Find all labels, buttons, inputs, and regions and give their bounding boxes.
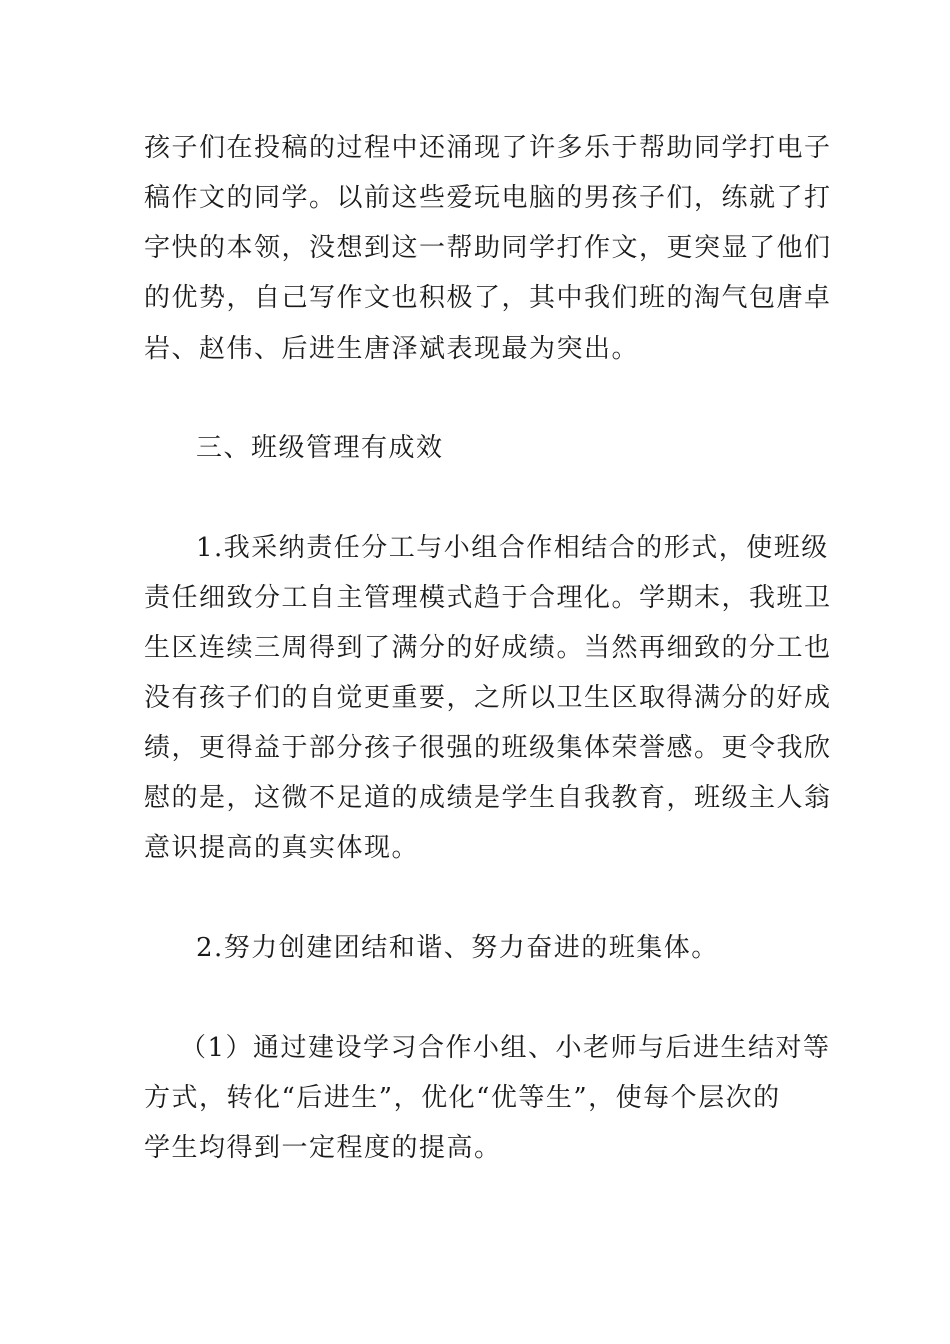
paragraph-2-line-1: 1.我采纳责任分工与小组合作相结合的形式，使班级 <box>196 533 829 563</box>
paragraph-1-line-4: 的优势，自己写作文也积极了，其中我们班的淘气包唐卓 <box>144 283 832 313</box>
paragraph-1-line-2: 稿作文的同学。以前这些爱玩电脑的男孩子们，练就了打 <box>144 183 832 213</box>
paragraph-3-line-3: 学生均得到一定程度的提高。 <box>144 1133 502 1163</box>
paragraph-2-line-4: 没有孩子们的自觉更重要，之所以卫生区取得满分的好成 <box>144 683 832 713</box>
paragraph-3-line-2: 方式，转化“后进生”，优化“优等生”，使每个层次的 <box>144 1083 781 1113</box>
paragraph-2-line-3: 生区连续三周得到了满分的好成绩。当然再细致的分工也 <box>144 633 832 663</box>
paragraph-2-line-6: 慰的是，这微不足道的成绩是学生自我教育，班级主人翁 <box>144 783 832 813</box>
paragraph-1-line-5: 岩、赵伟、后进生唐泽斌表现最为突出。 <box>144 334 640 364</box>
section-heading-3: 三、班级管理有成效 <box>196 433 444 463</box>
paragraph-3-line-1: （1）通过建设学习合作小组、小老师与后进生结对等 <box>180 1033 831 1063</box>
list-item-2: 2.努力创建团结和谐、努力奋进的班集体。 <box>196 933 719 963</box>
paragraph-2-line-5: 绩，更得益于部分孩子很强的班级集体荣誉感。更令我欣 <box>144 733 832 763</box>
paragraph-1-line-1: 孩子们在投稿的过程中还涌现了许多乐于帮助同学打电子 <box>144 133 832 163</box>
paragraph-1-line-3: 字快的本领，没想到这一帮助同学打作文，更突显了他们 <box>144 233 832 263</box>
paragraph-2-line-2: 责任细致分工自主管理模式趋于合理化。学期末，我班卫 <box>144 583 832 613</box>
paragraph-2-line-7: 意识提高的真实体现。 <box>144 833 420 863</box>
